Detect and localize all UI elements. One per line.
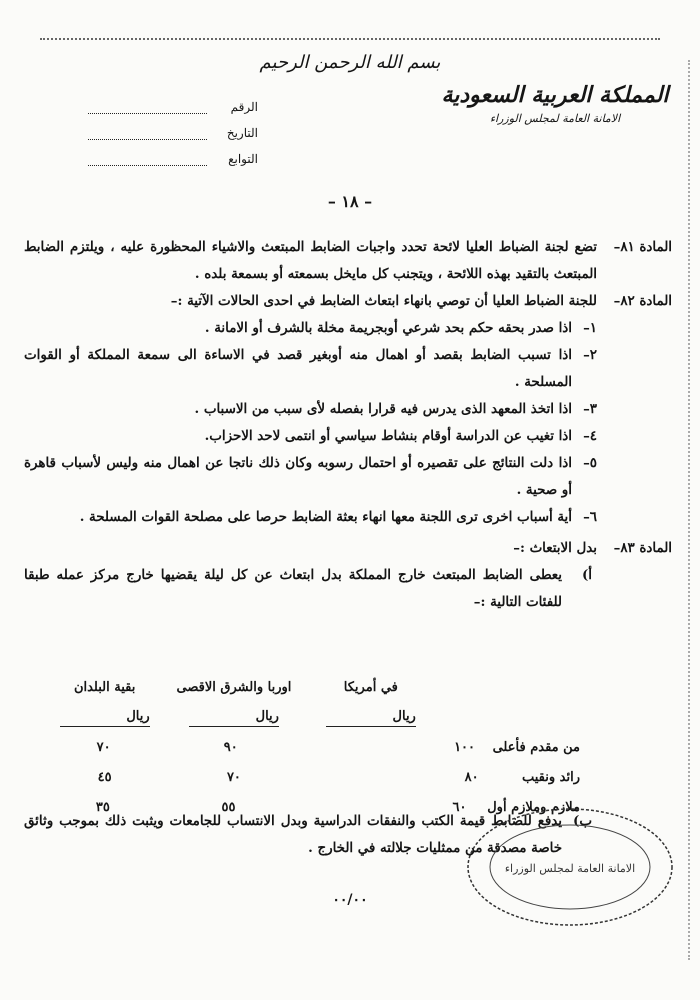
clause-a-text: يعطى الضابط المبتعث خارج المملكة بدل ابتعاث عن كل ليلة يقضيها خارج مركز عمله طبقا للفئات التالية :–	[24, 567, 562, 610]
article-82	[24, 288, 672, 315]
unit-label: ريال	[189, 708, 279, 727]
date-row	[88, 114, 258, 140]
list-item	[24, 342, 672, 396]
unit-label: ريال	[326, 708, 416, 727]
table-header: في أمريكا	[343, 679, 398, 695]
table-header-row	[40, 672, 580, 702]
list-item	[24, 504, 672, 531]
articles-body	[24, 234, 672, 616]
rank-cell: رائد ونقيب	[521, 769, 580, 785]
value-cell: ٧٠	[96, 739, 111, 755]
article-82-label: المادة ٨٢–	[613, 293, 672, 309]
list-item	[24, 315, 672, 342]
official-stamp	[460, 800, 680, 935]
item-number: ١–	[583, 320, 597, 336]
org-subtitle: الامانة العامة لمجلس الوزراء	[489, 112, 621, 125]
article-83-clause-a	[24, 562, 672, 616]
table-header: اوربا والشرق الاقصى	[176, 679, 292, 695]
basmala: بسم الله الرحمن الرحيم	[259, 52, 441, 73]
item-number: ٤–	[583, 428, 597, 444]
reference-fields	[88, 88, 258, 166]
clause-a-number: أ)	[581, 567, 592, 583]
clause-b-text: يدفع للضابط قيمة الكتب والنفقات الدراسية وبدل الانتساب للجامعات ويثبت ذلك بموجب وثائق خاصة مصدقة من ممثليات جلالته في الخارج .	[24, 813, 562, 856]
article-82-text: للجنة الضباط العليا أن توصي بانهاء ابتعاث الضابط في احدى الحالات الآتية :–	[170, 293, 597, 309]
letterhead	[440, 82, 670, 125]
list-item	[24, 396, 672, 423]
attachments-row	[88, 140, 258, 166]
item-number: ٢–	[583, 347, 597, 363]
attachments-line	[88, 154, 207, 166]
value-cell: ٦٠	[452, 799, 467, 815]
item-number: ٦–	[583, 509, 597, 525]
list-item	[24, 423, 672, 450]
value-cell: ٣٥	[95, 799, 110, 815]
rank-cell: ملازم وملازم أول	[487, 799, 580, 815]
rank-cell: من مقدم فأعلى	[492, 739, 580, 755]
article-83-text: بدل الابتعاث :–	[513, 540, 597, 556]
item-number: ٣–	[583, 401, 597, 417]
unit-label: ريال	[60, 708, 150, 727]
article-83-label: المادة ٨٣–	[613, 540, 672, 556]
attachments-label: التوابع	[228, 152, 258, 166]
table-unit-row	[40, 702, 580, 732]
stamp-text: الامانة العامة لمجلس الوزراء	[504, 862, 636, 875]
value-cell: ١٠٠	[454, 739, 476, 755]
value-cell: ٥٥	[221, 799, 236, 815]
item-number: ٥–	[583, 455, 597, 471]
item-text: اذا تغيب عن الدراسة أوقام بنشاط سياسي أو انتمى لاحد الاحزاب.	[204, 428, 572, 444]
footer-mark: ٠٠/٠٠	[332, 892, 368, 908]
value-cell: ٤٥	[97, 769, 112, 785]
clause-b-number: ب)	[573, 813, 592, 829]
value-cell: ٧٠	[226, 769, 241, 785]
table-row	[40, 732, 580, 762]
value-cell: ٩٠	[223, 739, 238, 755]
item-text: اذا تسبب الضابط بقصد أو اهمال منه أوبغير قصد في الاساءة الى سمعة المملكة أو القوات المسلحة .	[24, 347, 572, 390]
article-81	[24, 234, 672, 288]
item-text: اذا دلت النتائج على تقصيره أو احتمال رسوبه وكان ذلك ناتجا عن اهمال منه وليس لأسباب قاهرة أو صحية .	[24, 455, 572, 498]
item-text: اذا اتخذ المعهد الذى يدرس فيه قرارا بفصله لأى سبب من الاسباب .	[194, 401, 572, 417]
ref-number-row	[88, 88, 258, 114]
table-row	[40, 762, 580, 792]
item-text: اذا صدر بحقه حكم بحد شرعي أوبجريمة مخلة بالشرف أو الامانة .	[204, 320, 572, 336]
ref-number-line	[88, 102, 207, 114]
item-text: أية أسباب اخرى ترى اللجنة معها انهاء بعثة الضابط حرصا على مصلحة القوات المسلحة .	[79, 509, 572, 525]
ref-number-label: الرقم	[230, 100, 258, 114]
date-label: التاريخ	[226, 126, 258, 140]
page-number: – ١٨ –	[327, 192, 373, 211]
org-title: المملكة العربية السعودية	[441, 82, 669, 108]
article-83	[24, 535, 672, 562]
list-item	[24, 450, 672, 504]
value-cell: ٨٠	[464, 769, 479, 785]
table-header: بقية البلدان	[73, 679, 136, 695]
article-81-label: المادة ٨١–	[613, 239, 672, 255]
article-81-text: تضع لجنة الضباط العليا لائحة تحدد واجبات الضابط المبتعث والاشياء المحظورة عليه ، ويلتزم الضابط المبتعث بالتقيد بهذه اللائحة ، ويتجنب كل مايخل بسمعته أو بسمعة بلده .	[24, 239, 597, 282]
date-line	[88, 128, 207, 140]
top-dotted-border	[40, 38, 660, 40]
